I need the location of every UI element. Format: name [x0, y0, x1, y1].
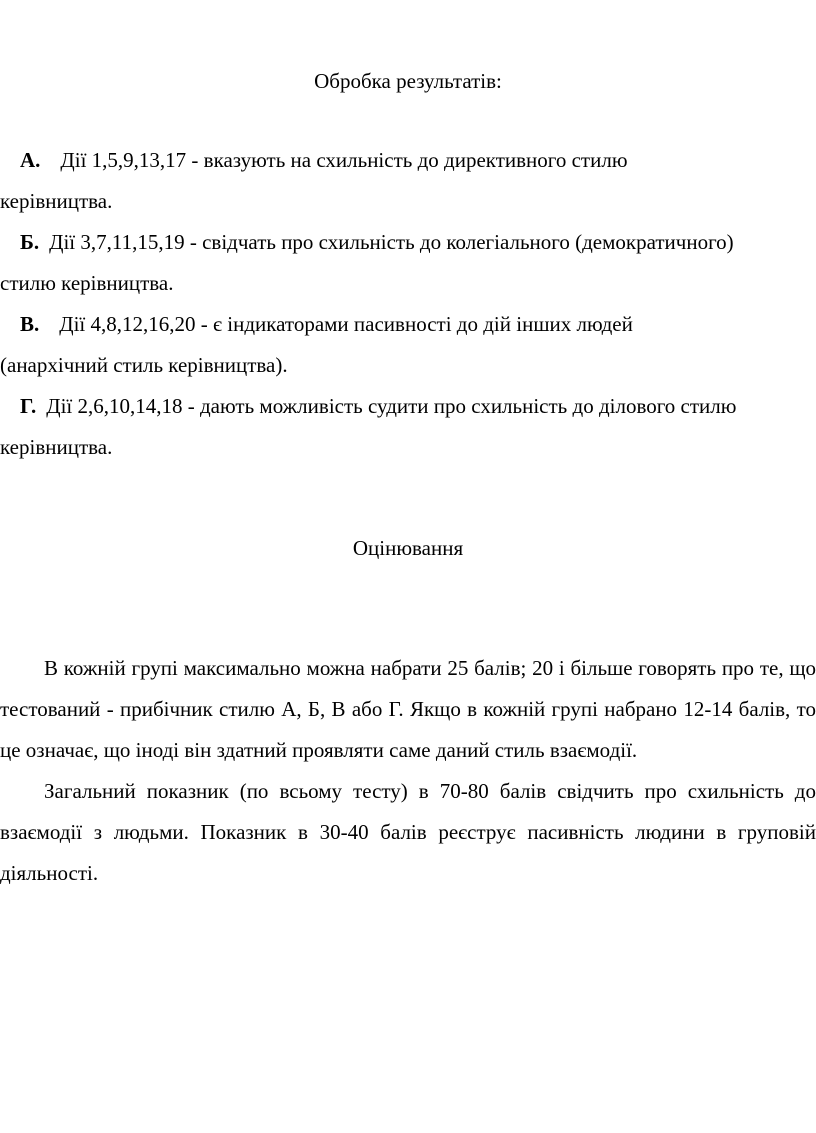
item-text-continued: керівництва. [0, 435, 113, 459]
page-title: Обробка результатів: [314, 69, 502, 93]
list-item [0, 386, 816, 468]
item-letter: Г. [20, 394, 37, 418]
item-text: Дії 4,8,12,16,20 - є індикаторами пасивності до дій інших людей [59, 312, 633, 336]
list-item [0, 222, 816, 304]
item-text-continued: (анархічний стиль керівництва). [0, 353, 288, 377]
item-text: Дії 1,5,9,13,17 - вказують на схильність до директивного стилю [60, 148, 628, 172]
item-text-continued: стилю керівництва. [0, 271, 174, 295]
item-text: Дії 3,7,11,15,19 - свідчать про схильність до колегіального (демократичного) [49, 230, 734, 254]
results-list [0, 140, 816, 468]
item-text-continued: керівництва. [0, 189, 113, 213]
item-letter: А. [20, 148, 41, 172]
item-text: Дії 2,6,10,14,18 - дають можливість судити про схильність до ділового стилю [46, 394, 737, 418]
list-item [0, 140, 816, 222]
item-letter: В. [20, 312, 40, 336]
paragraph: Загальний показник (по всьому тесту) в 70-80 балів свідчить про схильність до взаємодії з людьми. Показник в 30-40 балів реєструє пасивність людини в груповій діяльності. [0, 779, 816, 885]
evaluation-text [0, 648, 816, 894]
section-title: Оцінювання [352, 536, 464, 560]
paragraph: В кожній групі максимально можна набрати 25 балів; 20 і більше говорять про те, що тестований - прибічник стилю А, Б, В або Г. Якщо в кожній групі набрано 12-14 балів, то це означає, що іноді він здатний проявляти саме даний стиль взаємодії. [0, 656, 816, 762]
list-item [0, 304, 816, 386]
item-letter: Б. [20, 230, 40, 254]
